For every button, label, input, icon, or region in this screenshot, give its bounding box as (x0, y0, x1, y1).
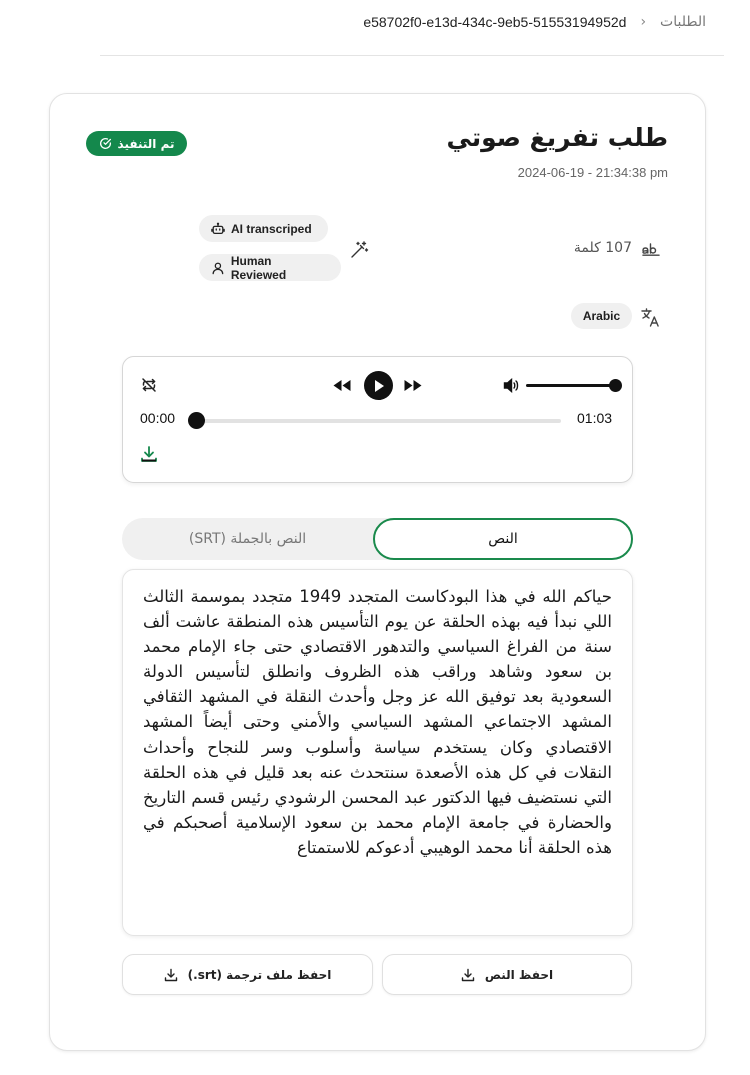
save-srt-label: احفظ ملف ترجمة (srt.) (187, 967, 332, 982)
header-divider (100, 55, 724, 56)
tab-text[interactable]: النص (373, 518, 633, 560)
repeat-off-icon[interactable] (141, 377, 157, 393)
breadcrumb-request-id: e58702f0-e13d-434c-9eb5-51553194952d (363, 14, 627, 30)
transcript-panel (122, 569, 633, 936)
text-size-icon (642, 240, 660, 256)
volume-icon[interactable] (503, 378, 519, 393)
human-reviewed-tag (199, 254, 341, 281)
page-title: طلب تفريغ صوتي (446, 123, 668, 152)
seek-bar-thumb[interactable] (188, 412, 205, 429)
volume-slider-thumb[interactable] (609, 379, 622, 392)
ai-transcribed-tag (199, 215, 328, 242)
transcript-tabs (122, 518, 633, 560)
play-icon (373, 379, 385, 393)
status-label: تم التنفيذ (117, 136, 175, 151)
word-count-label: 107 كلمة (573, 240, 632, 256)
check-circle-icon (99, 137, 112, 150)
seek-bar[interactable] (189, 419, 561, 423)
download-icon[interactable] (140, 445, 158, 463)
fast-forward-icon[interactable] (403, 378, 423, 393)
download-icon (164, 968, 178, 982)
breadcrumb-requests-link[interactable]: الطلبات (660, 14, 706, 30)
current-time: 00:00 (140, 410, 176, 426)
rewind-icon[interactable] (332, 378, 352, 393)
save-srt-button[interactable] (122, 954, 373, 995)
human-reviewed-label: Human Reviewed (230, 253, 287, 282)
translate-icon (640, 306, 662, 328)
tab-srt[interactable]: النص بالجملة (SRT) (188, 531, 307, 547)
duration: 01:03 (577, 410, 613, 426)
breadcrumb (363, 14, 706, 30)
download-icon (461, 968, 475, 982)
ai-transcribed-label: AI transcriped (231, 221, 312, 236)
robot-icon (211, 222, 225, 236)
transcript-text[interactable]: حياكم الله في هذا البودكاست المتجدد 1949 متجدد بموسمة الثالث اللي نبدأ فيه بهذه الحلقة عن يوم التأسيس هذه المنطقة عاشت ألف سنة من الفراغ السياسي والتدهور الاقتصادي حتى جاء الإمام محمد بن سعود وشاهد وراقب هذه الظروف وانطلق لتأسيس الدولة السعودية بعد توفيق الله عز وجل وأحدث النقلة في المشهد الثقافي المشهد الاجتماعي المشهد السياسي والأمني وحتى أيضاً المشهد الاقتصادي وكان يستخدم سياسة وأسلوب وسر للنجاح وأحداث النقلات في كل هذه الأصعدة سنتحدث عنه بعد قليل في هذه الحلقة التي نستضيف فيها الدكتور عبد المحسن الرشودي رئيس قسم التاريخ والحضارة في جامعة الإمام محمد بن سعود الإسلامية أصحبكم في هذه الحلقة أنا محمد الوهيبي أدعوكم للاستمتاع (143, 587, 612, 857)
word-count (574, 240, 660, 256)
magic-wand-icon[interactable] (349, 240, 369, 260)
user-icon (211, 261, 225, 275)
language-badge: Arabic (571, 303, 632, 329)
save-text-label: احفظ النص (484, 967, 554, 982)
request-datetime: 2024-06-19 - 21:34:38 pm (517, 165, 668, 180)
audio-player (122, 356, 633, 483)
volume-slider[interactable] (526, 384, 616, 387)
status-badge (86, 131, 187, 156)
chevron-left-icon: › (640, 14, 647, 30)
play-button[interactable] (364, 371, 393, 400)
save-text-button[interactable] (382, 954, 632, 995)
